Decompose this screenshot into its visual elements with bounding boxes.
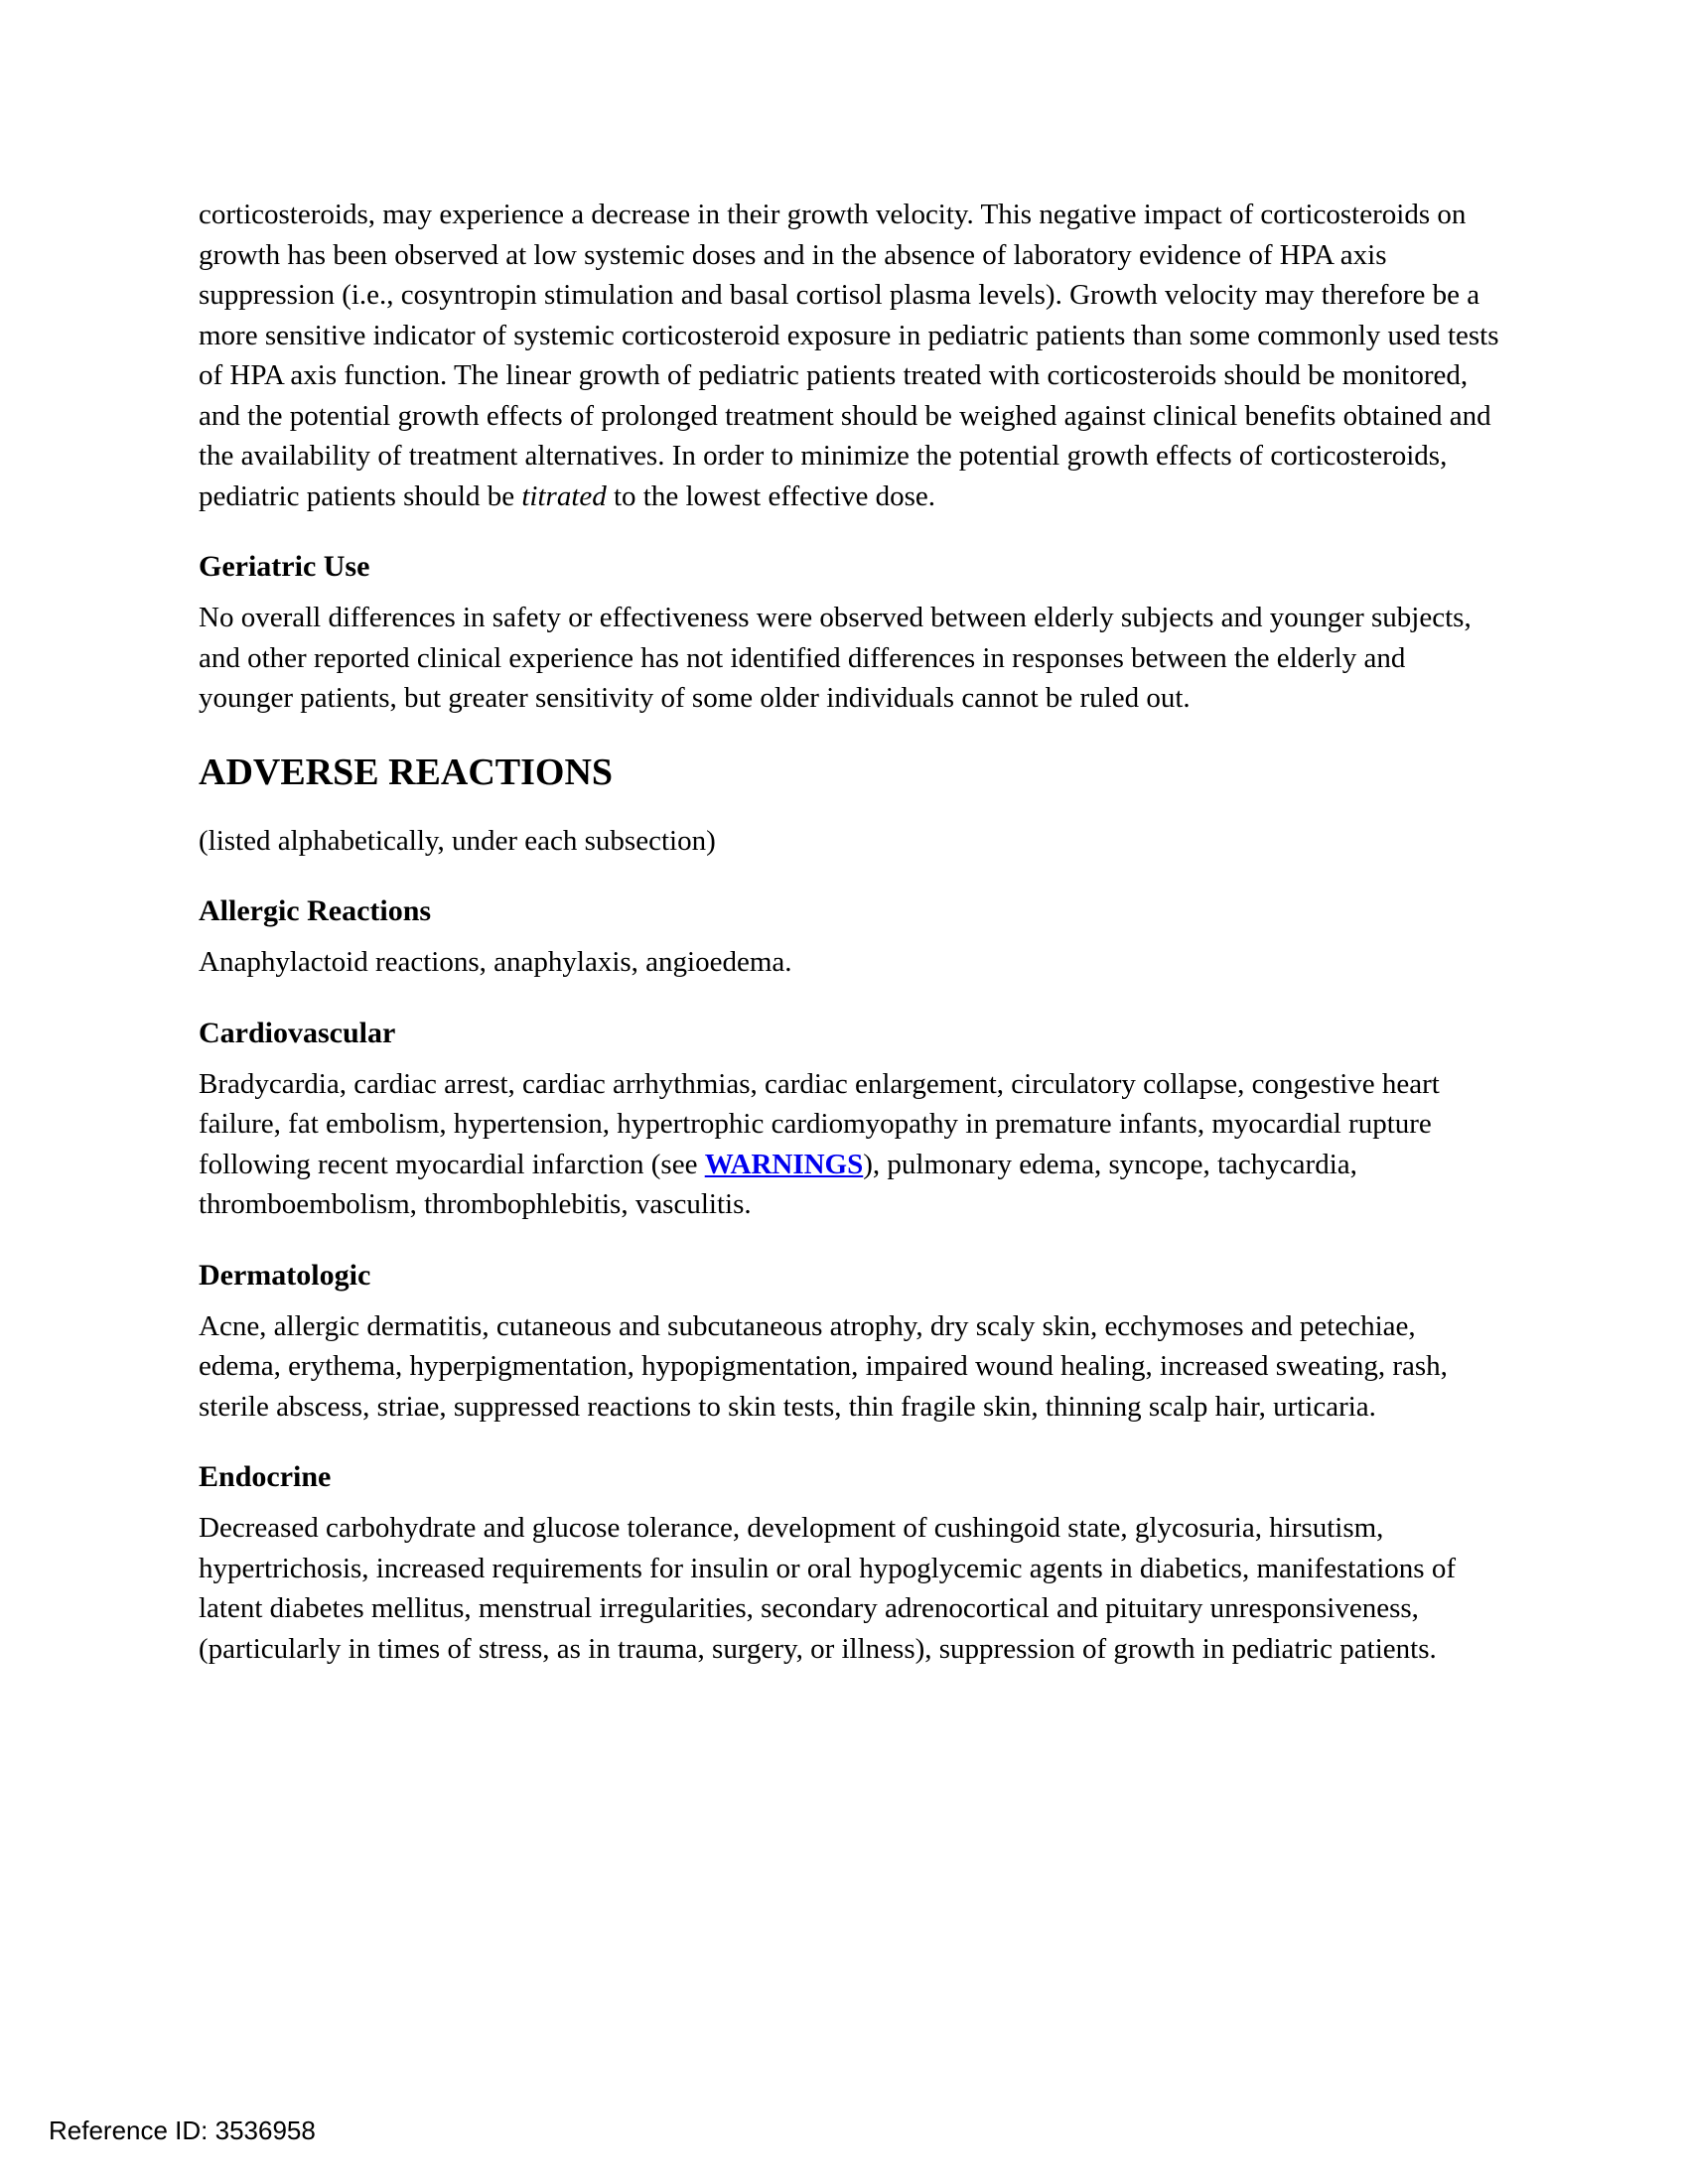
geriatric-use-heading: Geriatric Use: [199, 550, 370, 583]
cardiovascular-text-end: ), pulmonary edema, syncope, tachycardia, thromboembolism, thrombophlebitis, vasculitis.: [199, 1148, 1357, 1220]
pediatric-text-end: to the lowest effective dose.: [606, 479, 935, 512]
dermatologic-heading: Dermatologic: [199, 1258, 371, 1292]
pediatric-italic-term: titrated: [521, 479, 607, 512]
warnings-link[interactable]: WARNINGS: [704, 1148, 864, 1180]
geriatric-use-paragraph: No overall differences in safety or effectiveness were observed between elderly subjects and younger subjects, and other reported clinical experience has not identified differences in responses between the elderly and younger patients, but greater sensitivity of some older individuals cannot be ruled out.: [199, 602, 1472, 714]
reference-id-footer: Reference ID: 3536958: [49, 2116, 316, 2145]
endocrine-heading: Endocrine: [199, 1460, 332, 1493]
cardiovascular-paragraph: [199, 1064, 1499, 1225]
allergic-reactions-heading: Allergic Reactions: [199, 894, 432, 927]
cardiovascular-heading: Cardiovascular: [199, 1016, 396, 1049]
dermatologic-paragraph: Acne, allergic dermatitis, cutaneous and subcutaneous atrophy, dry scaly skin, ecchymoses and petechiae, edema, erythema, hyperpigmentation, hypopigmentation, impaired wound healing, increased sweating, rash, sterile abscess, striae, suppressed reactions to skin tests, thin fragile skin, thinning scalp hair, urticaria.: [199, 1309, 1448, 1423]
adverse-reactions-note: (listed alphabetically, under each subsection): [199, 824, 716, 857]
allergic-reactions-paragraph: Anaphylactoid reactions, anaphylaxis, angioedema.: [199, 946, 792, 978]
endocrine-paragraph: Decreased carbohydrate and glucose tolerance, development of cushingoid state, glycosuria, hirsutism, hypertrichosis, increased requirements for insulin or oral hypoglycemic agents in diabetics, manifestations of latent diabetes mellitus, menstrual irregularities, secondary adrenocortical and pituitary unresponsiveness, (particularly in times of stress, as in trauma, surgery, or illness), suppression of growth in pediatric patients.: [199, 1512, 1456, 1665]
document-page: [199, 195, 1499, 1669]
pediatric-text-start: corticosteroids, may experience a decrease in their growth velocity. This negative impact of corticosteroids on growth has been observed at low systemic doses and in the absence of laboratory evidence of HPA axis suppression (i.e., cosyntropin stimulation and basal cortisol plasma levels). Growth velocity may therefore be a more sensitive indicator of systemic corticosteroid exposure in pediatric patients than some commonly used tests of HPA axis function. The linear growth of pediatric patients treated with corticosteroids should be monitored, and the potential growth effects of prolonged treatment should be weighed against clinical benefits obtained and the availability of treatment alternatives. In order to minimize the potential growth effects of corticosteroids, pediatric patients should be: [199, 199, 1499, 512]
cardiovascular-text-start: Bradycardia, cardiac arrest, cardiac arrhythmias, cardiac enlargement, circulatory collapse, congestive heart failure, fat embolism, hypertension, hypertrophic cardiomyopathy in premature infants, myocardial rupture following recent myocardial infarction (see: [199, 1067, 1440, 1180]
adverse-reactions-heading: ADVERSE REACTIONS: [199, 751, 614, 793]
pediatric-continuation-paragraph: [199, 195, 1499, 516]
